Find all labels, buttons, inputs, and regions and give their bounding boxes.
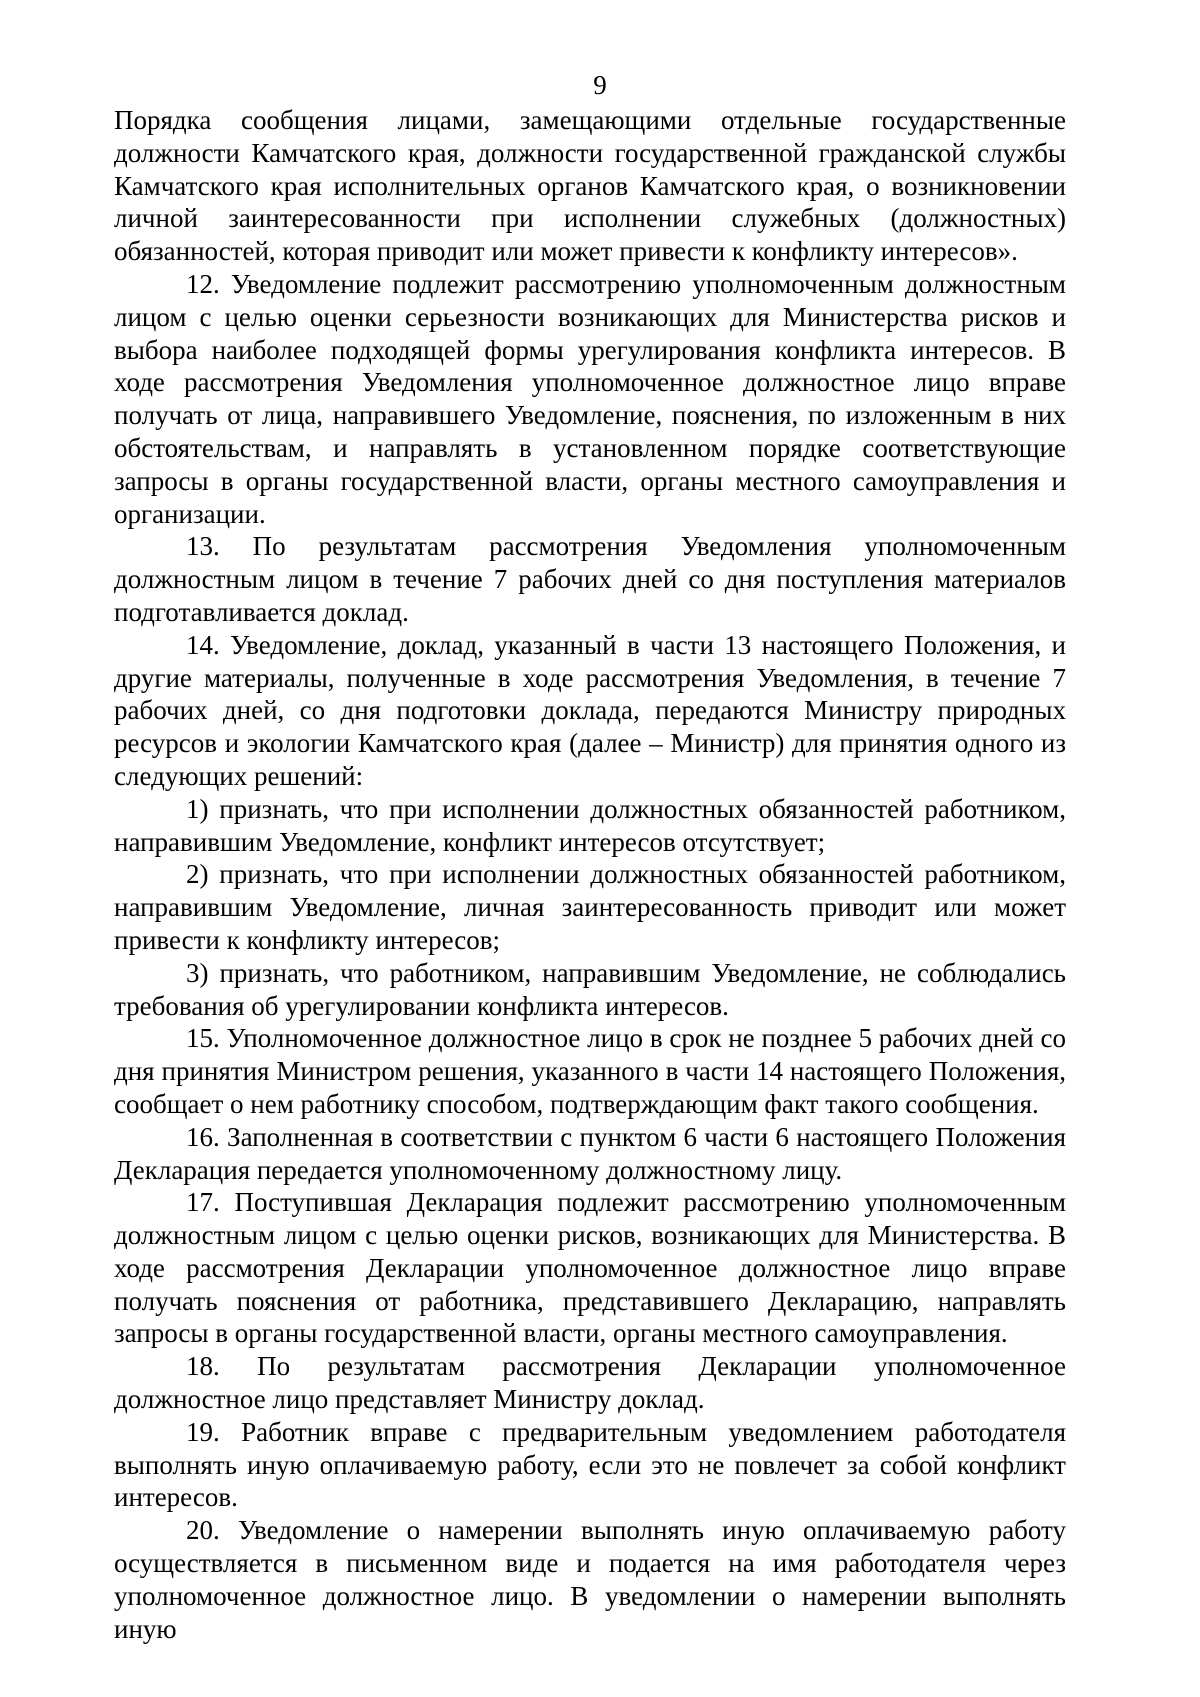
page-number: 9 [593, 70, 607, 100]
paragraph-14-item-3: 3) признать, что работником, направившим Уведомление, не соблюдались требования об урегулировании конфликта интересов. [114, 957, 1066, 1021]
paragraph-13: 13. По результатам рассмотрения Уведомления уполномоченным должностным лицом в течение 7 рабочих дней со дня поступления материалов подготавливается доклад. [114, 531, 1066, 627]
paragraph-16: 16. Заполненная в соответствии с пунктом 6 части 6 настоящего Положения Декларация передается уполномоченному должностному лицу. [114, 1121, 1066, 1185]
paragraph-14: 14. Уведомление, доклад, указанный в части 13 настоящего Положения, и другие материалы, полученные в ходе рассмотрения Уведомления, в течение 7 рабочих дней, со дня подготовки доклада, передаются Министру природных ресурсов и экологии Камчатского края (далее – Министр) для принятия одного из следующих решений: [114, 629, 1066, 791]
paragraph-18: 18. По результатам рассмотрения Декларации уполномоченное должностное лицо представляет Министру доклад. [114, 1351, 1066, 1415]
paragraph-17: 17. Поступившая Декларация подлежит рассмотрению уполномоченным должностным лицом с целью оценки рисков, возникающих для Министерства. В ходе рассмотрения Декларации уполномоченное должностное лицо вправе получать пояснения от работника, представившего Декларацию, направлять запросы в органы государственной власти, органы местного самоуправления. [114, 1187, 1066, 1349]
paragraph-continuation: Порядка сообщения лицами, замещающими отдельные государственные должности Камчатского края, должности государственной гражданской службы Камчатского края исполнительных органов Камчатского края, о возникновении личной заинтересованности при исполнении служебных (должностных) обязанностей, которая приводит или может привести к конфликту интересов». [114, 105, 1066, 267]
paragraph-12: 12. Уведомление подлежит рассмотрению уполномоченным должностным лицом с целью оценки серьезности возникающих для Министерства рисков и выбора наиболее подходящей формы урегулирования конфликта интересов. В ходе рассмотрения Уведомления уполномоченное должностное лицо вправе получать от лица, направившего Уведомление, пояснения, по изложенным в них обстоятельствам, и направлять в установленном порядке соответствующие запросы в органы государственной власти, органы местного самоуправления и организации. [114, 268, 1066, 529]
paragraph-20: 20. Уведомление о намерении выполнять иную оплачиваемую работу осуществляется в письменном виде и подается на имя работодателя через уполномоченное должностное лицо. В уведомлении о намерении выполнять иную [114, 1515, 1066, 1644]
paragraph-14-item-2: 2) признать, что при исполнении должностных обязанностей работником, направившим Уведомление, личная заинтересованность приводит или может привести к конфликту интересов; [114, 859, 1066, 955]
document-body [114, 104, 1066, 1645]
paragraph-14-item-1: 1) признать, что при исполнении должностных обязанностей работником, направившим Уведомление, конфликт интересов отсутствует; [114, 793, 1066, 857]
paragraph-15: 15. Уполномоченное должностное лицо в срок не позднее 5 рабочих дней со дня принятия Министром решения, указанного в части 14 настоящего Положения, сообщает о нем работнику способом, подтверждающим факт такого сообщения. [114, 1023, 1066, 1119]
paragraph-19: 19. Работник вправе с предварительным уведомлением работодателя выполнять иную оплачиваемую работу, если это не повлечет за собой конфликт интересов. [114, 1416, 1066, 1513]
